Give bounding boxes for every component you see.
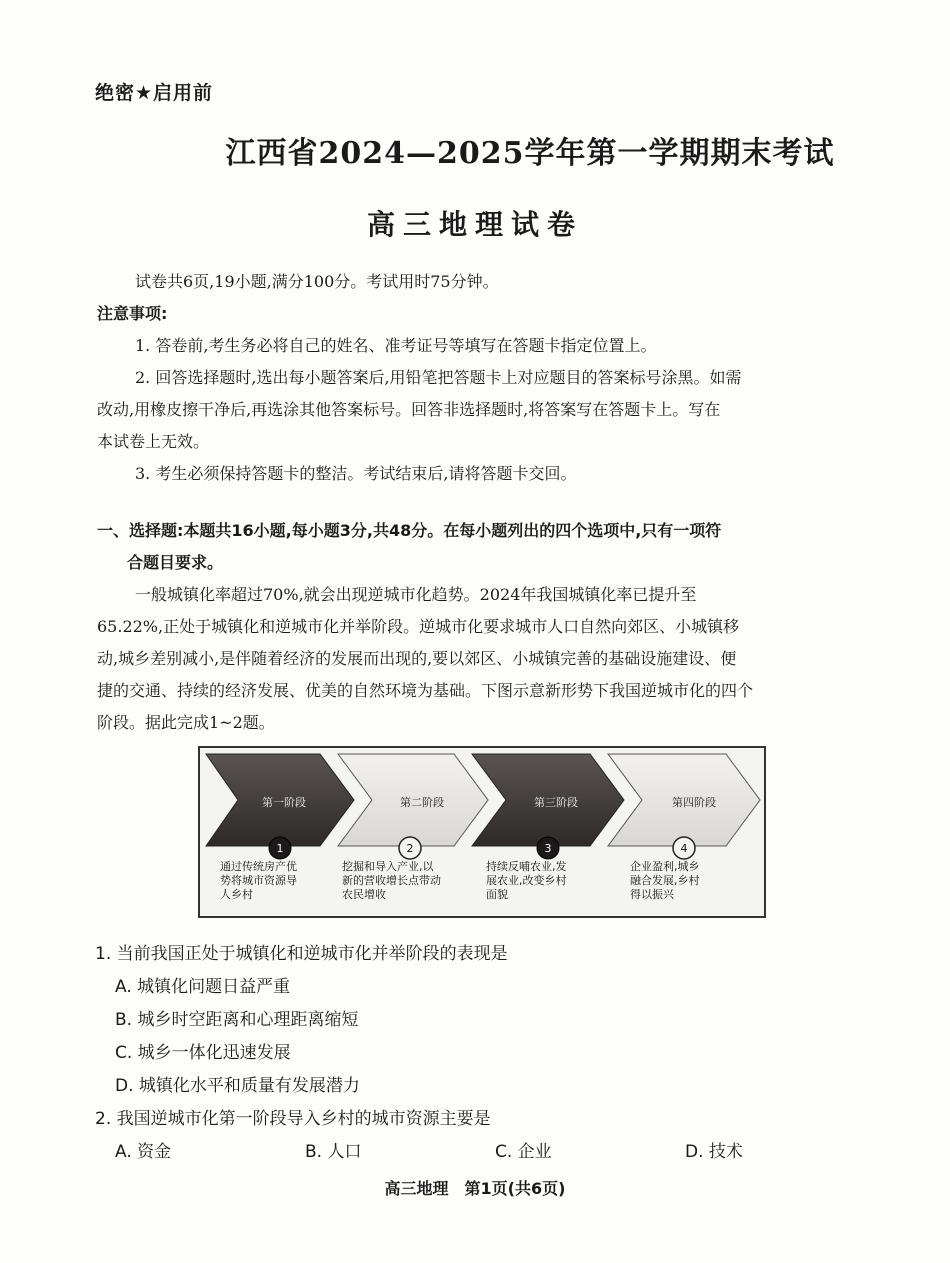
stage-2-label: 第二阶段	[400, 796, 444, 809]
stage-3-desc-line-1: 持续反哺农业,发	[486, 860, 567, 873]
stage-3-number: 3	[544, 842, 552, 855]
stage-1-desc-line-2: 势将城市资源导	[220, 874, 297, 887]
stage-2-description	[342, 860, 468, 902]
stage-2-desc-line-1: 挖掘和导入产业,以	[342, 860, 434, 873]
question-1-stem: 1. 当前我国正处于城镇化和逆城市化并举阶段的表现是	[95, 944, 508, 964]
instructions-block	[97, 266, 867, 490]
notice-item-3: 3. 考生必须保持答题卡的整洁。考试结束后,请将答题卡交回。	[135, 464, 577, 483]
stage-1-label: 第一阶段	[262, 796, 306, 809]
stage-4-desc-line-2: 融合发展,乡村	[630, 874, 700, 887]
question-1-option-d: D. 城镇化水平和质量有发展潜力	[115, 1076, 360, 1096]
passage-line-3: 动,城乡差别减小,是伴随着经济的发展而出现的,要以郊区、小城镇完善的基础设施建设、便	[97, 649, 737, 668]
stage-4-desc-line-1: 企业盈利,城乡	[630, 860, 700, 873]
question-1-option-b: B. 城乡时空距离和心理距离缩短	[115, 1010, 359, 1030]
exam-subtitle: 高三地理试卷	[366, 208, 583, 241]
passage-line-1: 一般城镇化率超过70%,就会出现逆城市化趋势。2024年我国城镇化率已提升至	[135, 585, 697, 604]
stage-3-label: 第三阶段	[534, 796, 578, 809]
notice-item-1: 1. 答卷前,考生务必将自己的姓名、准考证号等填写在答题卡指定位置上。	[135, 336, 657, 355]
stage-1-desc-line-3: 人乡村	[220, 888, 253, 901]
question-2-option-d: D. 技术	[685, 1142, 743, 1162]
stage-2-desc-line-2: 新的营收增长点带动	[342, 874, 441, 887]
stage-4-number: 4	[680, 842, 688, 855]
question-2-stem: 2. 我国逆城市化第一阶段导入乡村的城市资源主要是	[95, 1109, 491, 1129]
section-1	[97, 515, 867, 739]
stage-4-label: 第四阶段	[672, 796, 716, 809]
passage-line-4: 捷的交通、持续的经济发展、优美的自然环境为基础。下图示意新形势下我国逆城市化的四个	[97, 681, 754, 700]
section-1-heading-line-1: 一、选择题:本题共16小题,每小题3分,共48分。在每小题列出的四个选项中,只有一项符	[97, 521, 722, 540]
passage-line-5: 阶段。据此完成1~2题。	[97, 713, 275, 732]
passage-line-2: 65.22%,正处于城镇化和逆城市化并举阶段。逆城市化要求城市人口自然向郊区、小城镇移	[97, 617, 740, 636]
question-1-option-a: A. 城镇化问题日益严重	[115, 977, 291, 997]
stage-4-description	[630, 860, 742, 902]
stage-1-desc-line-1: 通过传统房产优	[220, 860, 297, 873]
stage-3-desc-line-2: 展农业,改变乡村	[486, 874, 567, 887]
stage-2-number: 2	[406, 842, 414, 855]
section-1-heading-line-2: 合题目要求。	[127, 553, 224, 572]
question-2-options	[95, 1136, 875, 1169]
question-2-option-b: B. 人口	[305, 1142, 362, 1162]
notice-item-2-line-2: 改动,用橡皮擦干净后,再选涂其他答案标号。回答非选择题时,将答案写在答题卡上。写在	[97, 400, 721, 419]
notice-item-2-line-3: 本试卷上无效。	[97, 432, 210, 451]
notice-title: 注意事项:	[97, 304, 168, 323]
exam-summary: 试卷共6页,19小题,满分100分。考试用时75分钟。	[135, 272, 499, 291]
exam-title: 江西省2024—2025学年第一学期期末考试	[225, 136, 835, 171]
question-1-option-c: C. 城乡一体化迅速发展	[115, 1043, 291, 1063]
question-2-option-a: A. 资金	[115, 1142, 172, 1162]
questions-block	[95, 938, 875, 1169]
question-2-option-c: C. 企业	[495, 1142, 552, 1162]
stage-3-description	[486, 860, 598, 902]
reverse-urbanization-stages-diagram	[198, 746, 766, 918]
notice-item-2-line-1: 2. 回答选择题时,选出每小题答案后,用铅笔把答题卡上对应题目的答案标号涂黑。如需	[135, 368, 742, 387]
secret-label: 绝密★启用前	[95, 82, 214, 104]
page-footer: 高三地理 第1页(共6页)	[384, 1179, 566, 1198]
stage-2-desc-line-3: 农民增收	[342, 888, 386, 901]
stage-4-desc-line-3: 得以振兴	[630, 888, 674, 901]
stage-1-number: 1	[276, 842, 284, 855]
stage-3-desc-line-3: 面貌	[486, 888, 508, 901]
stage-1-description	[220, 860, 332, 902]
